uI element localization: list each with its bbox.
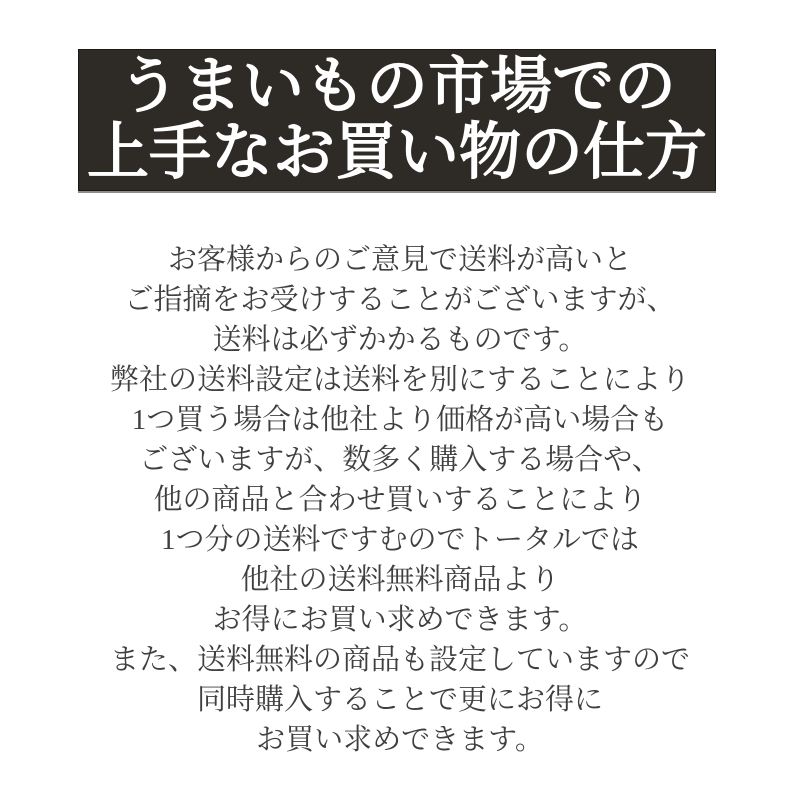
body-line: 他社の送料無料商品より xyxy=(240,564,560,596)
body-line: お客様からのご意見で送料が高いと xyxy=(167,244,632,276)
body-line: お得にお買い求めできます。 xyxy=(212,604,588,636)
body-line: 他の商品と合わせ買いすることにより xyxy=(153,484,647,516)
body-line: 弊社の送料設定は送料を別にすることにより xyxy=(109,364,690,396)
body-text xyxy=(0,240,800,760)
body-line: ご指摘をお受けすることがございますが、 xyxy=(124,284,676,316)
body-line: 同時購入することで更にお得に xyxy=(196,684,603,716)
body-line: ございますが、数多く購入する場合や、 xyxy=(139,444,661,476)
banner xyxy=(78,49,716,193)
body-line: 送料は必ずかかるものです。 xyxy=(212,324,588,356)
body-line: お買い求めできます。 xyxy=(256,724,544,756)
body-line: また、送料無料の商品も設定していますので xyxy=(109,644,690,676)
body-line: 1つ買う場合は他社より価格が高い場合も xyxy=(131,404,669,436)
body-line: 1つ分の送料ですむのでトータルでは xyxy=(161,524,639,556)
banner-title-line-1: うまいもの市場での xyxy=(117,53,676,121)
banner-title-line-2: 上手なお買い物の仕方 xyxy=(86,119,707,187)
